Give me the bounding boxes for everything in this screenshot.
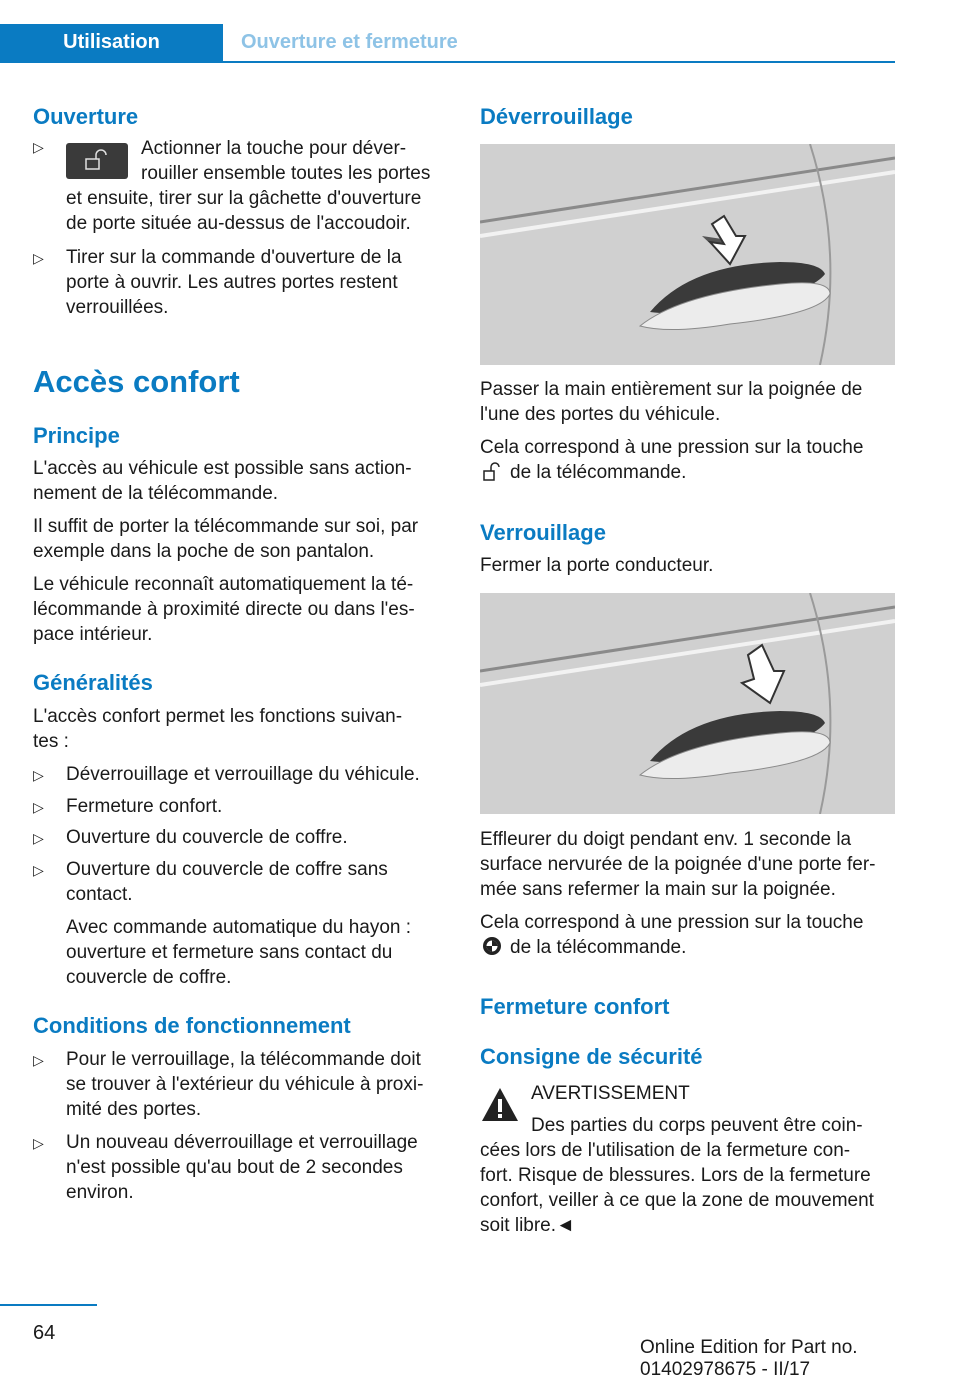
- footer-rule: [0, 1304, 97, 1306]
- section-title-generalites: Généralités: [33, 670, 153, 695]
- header-rule: [0, 61, 895, 63]
- page-number: 64: [33, 1322, 56, 1344]
- section-title-deverrouillage: Déverrouillage: [480, 104, 633, 129]
- bullet-icon: ▷: [33, 1135, 44, 1151]
- generalites-item-4-l1: Ouverture du couvercle de coffre sans: [66, 859, 388, 880]
- ouverture-item-2-line-3: verrouillées.: [66, 297, 169, 318]
- warning-text-l5: soit libre.◄: [480, 1215, 575, 1236]
- generalites-intro-l2: tes :: [33, 731, 69, 752]
- section-title-principe: Principe: [33, 423, 120, 448]
- bullet-icon: ▷: [33, 250, 44, 266]
- bmw-logo-icon: [482, 936, 502, 956]
- unlock-key-icon: [66, 143, 128, 179]
- principe-p1-l2: nement de la télécommande.: [33, 483, 279, 504]
- generalites-intro-l1: L'accès confort permet les fonctions suivan-: [33, 706, 403, 727]
- edition-text: Online Edition for Part no. 01402978675 - II/17: [640, 1337, 858, 1380]
- generalites-sub-l1: Avec commande automatique du hayon :: [66, 917, 412, 938]
- warning-triangle-icon: [480, 1086, 520, 1124]
- warning-text-l3: fort. Risque de blessures. Lors de la fermeture: [480, 1165, 871, 1186]
- effleurer-l2: surface nervurée de la poignée d'une porte fer-: [480, 854, 876, 875]
- warning-text-l2: cées lors de l'utilisation de la fermeture con-: [480, 1140, 851, 1161]
- generalites-item-3: Ouverture du couvercle de coffre.: [66, 827, 348, 848]
- principe-p2-l2: exemple dans la poche de son pantalon.: [33, 541, 375, 562]
- ouverture-item-1-line-4: de porte située au-dessus de l'accoudoir.: [66, 213, 411, 234]
- door-handle-photo: [480, 144, 895, 365]
- bullet-icon: ▷: [33, 1052, 44, 1068]
- generalites-sub-l3: couvercle de coffre.: [66, 967, 232, 988]
- conditions-item-2-l3: environ.: [66, 1182, 134, 1203]
- verrouillage-press-l2: de la télécommande.: [510, 937, 687, 958]
- conditions-item-2-l2: n'est possible qu'au bout de 2 secondes: [66, 1157, 403, 1178]
- verrouillage-press-l1: Cela correspond à une pression sur la touche: [480, 912, 864, 933]
- deverrouillage-press-l1: Cela correspond à une pression sur la touche: [480, 437, 864, 458]
- generalites-item-4-l2: contact.: [66, 884, 133, 905]
- section-title-ouverture: Ouverture: [33, 104, 139, 129]
- bullet-icon: ▷: [33, 767, 44, 783]
- generalites-sub-l2: ouverture et fermeture sans contact du: [66, 942, 393, 963]
- unlock-icon: [482, 461, 502, 483]
- conditions-item-1-l2: se trouver à l'extérieur du véhicule à proxi-: [66, 1074, 424, 1095]
- generalites-item-1: Déverrouillage et verrouillage du véhicule.: [66, 764, 420, 785]
- generalites-item-2: Fermeture confort.: [66, 796, 223, 817]
- principe-p3-l1: Le véhicule reconnaît automatiquement la té-: [33, 574, 414, 595]
- bullet-icon: ▷: [33, 799, 44, 815]
- deverrouillage-text-l1: Passer la main entièrement sur la poignée de: [480, 379, 863, 400]
- section-title-verrouillage: Verrouillage: [480, 520, 606, 545]
- ouverture-item-2-line-2: porte à ouvrir. Les autres portes restent: [66, 272, 398, 293]
- effleurer-l1: Effleurer du doigt pendant env. 1 seconde la: [480, 829, 852, 850]
- warning-label: AVERTISSEMENT: [531, 1083, 690, 1104]
- deverrouillage-press-l2: de la télécommande.: [510, 462, 687, 483]
- principe-p3-l2: lécommande à proximité directe ou dans l'es-: [33, 599, 415, 620]
- tab-ouverture-fermeture[interactable]: Ouverture et fermeture: [241, 31, 458, 53]
- conditions-item-1-l3: mité des portes.: [66, 1099, 202, 1120]
- principe-p1-l1: L'accès au véhicule est possible sans action-: [33, 458, 412, 479]
- section-title-conditions: Conditions de fonctionnement: [33, 1013, 351, 1038]
- verrouillage-text: Fermer la porte conducteur.: [480, 555, 714, 576]
- effleurer-l3: mée sans refermer la main sur la poignée.: [480, 879, 836, 900]
- section-title-fermeture-confort: Fermeture confort: [480, 994, 670, 1019]
- section-title-consigne: Consigne de sécurité: [480, 1044, 703, 1069]
- bullet-icon: ▷: [33, 862, 44, 878]
- bullet-icon: ▷: [33, 830, 44, 846]
- door-handle-photo: [480, 593, 895, 814]
- principe-p2-l1: Il suffit de porter la télécommande sur soi, par: [33, 516, 419, 537]
- chapter-title-acces-confort: Accès confort: [33, 364, 240, 399]
- warning-text-l1: Des parties du corps peuvent être coin-: [531, 1115, 863, 1136]
- principe-p3-l3: pace intérieur.: [33, 624, 153, 645]
- conditions-item-1-l1: Pour le verrouillage, la télécommande doit: [66, 1049, 421, 1070]
- tab-utilisation[interactable]: Utilisation: [0, 24, 223, 61]
- bullet-icon: ▷: [33, 139, 44, 155]
- deverrouillage-text-l2: l'une des portes du véhicule.: [480, 404, 721, 425]
- ouverture-item-1-line-3: et ensuite, tirer sur la gâchette d'ouverture: [66, 188, 422, 209]
- ouverture-item-1-line-1: Actionner la touche pour déver-: [141, 138, 407, 159]
- conditions-item-2-l1: Un nouveau déverrouillage et verrouillage: [66, 1132, 418, 1153]
- warning-text-l4: confort, veiller à ce que la zone de mouvement: [480, 1190, 874, 1211]
- ouverture-item-1-line-2: rouiller ensemble toutes les portes: [141, 163, 431, 184]
- ouverture-item-2-line-1: Tirer sur la commande d'ouverture de la: [66, 247, 402, 268]
